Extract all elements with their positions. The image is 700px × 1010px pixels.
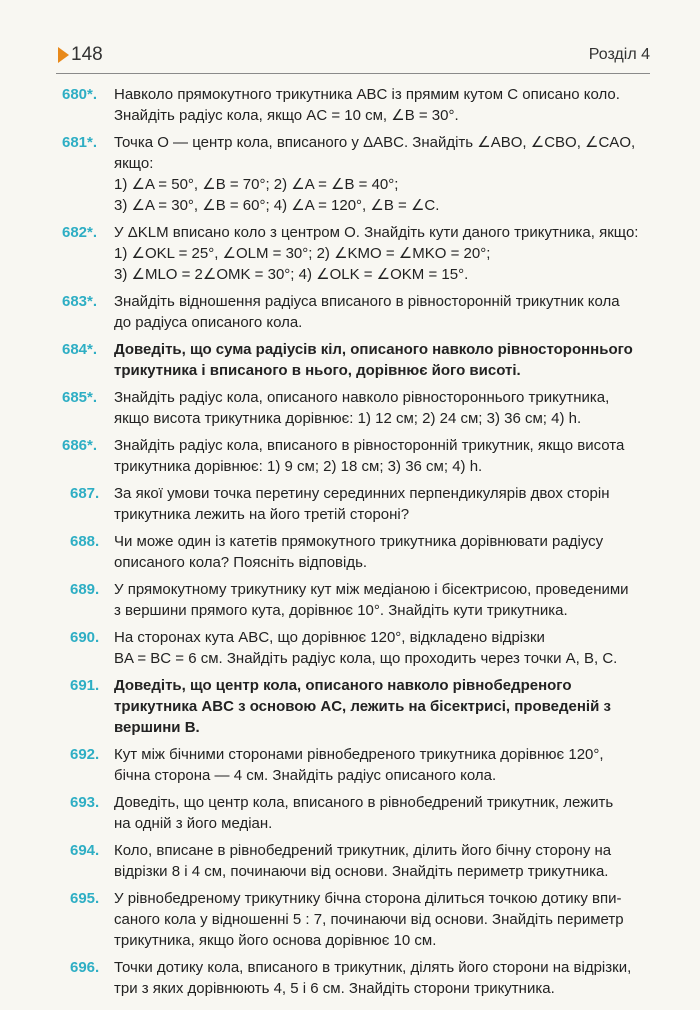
problem-text-line: Кут між бічними сторонами рівнобедреного трикутника дорівнює 120°, [114, 746, 604, 763]
problem-text-line: На сторонах кута ABC, що дорівнює 120°, відкладено відрізки [114, 629, 545, 646]
problem-item [62, 840, 656, 882]
problem-text [114, 840, 656, 882]
problem-text-line: якщо: [114, 155, 154, 172]
page-header [56, 44, 650, 68]
problem-text-line: вершини B. [114, 719, 200, 736]
problem-number: 690. [70, 629, 100, 646]
problem-number: 688. [70, 533, 100, 550]
problem-number: 685*. [62, 389, 98, 406]
problem-text-line: Навколо прямокутного трикутника ABC із прямим кутом C описано коло. [114, 86, 620, 103]
problem-text-line: Доведіть, що центр кола, описаного навколо рівнобедреного [114, 677, 572, 694]
problem-text-line: трикутника ABC з основою AC, лежить на бісектрисі, проведеній з [114, 698, 611, 715]
problem-text [114, 675, 656, 738]
problem-number: 687. [70, 485, 100, 502]
problem-text-line: трикутника, якщо його основа дорівнює 10 см. [114, 932, 437, 949]
problem-text-line: У ΔKLM вписано коло з центром O. Знайдіть кути даного трикутника, якщо: [114, 224, 639, 241]
problem-item [62, 387, 656, 429]
problem-text [114, 387, 656, 429]
problem-text-line: з вершини прямого кута, дорівнює 10°. Знайдіть кути трикутника. [114, 602, 568, 619]
problem-text-line: Точка O — центр кола, вписаного у ΔABC. Знайдіть ∠ABO, ∠CBO, ∠CAO, [114, 134, 636, 151]
problem-text-line: Доведіть, що центр кола, вписаного в рівнобедрений трикутник, лежить [114, 794, 614, 811]
problem-text-line: 3) ∠MLO = 2∠OMK = 30°; 4) ∠OLK = ∠OKM = 15°. [114, 266, 469, 283]
problem-text-line: 1) ∠A = 50°, ∠B = 70°; 2) ∠A = ∠B = 40°; [114, 176, 399, 193]
problem-number: 682*. [62, 224, 98, 241]
problem-text [114, 483, 656, 525]
page-number: 148 [71, 44, 103, 65]
problem-text-line: Знайдіть радіус кола, якщо AC = 10 см, ∠B = 30°. [114, 107, 459, 124]
problem-item [62, 957, 656, 999]
problem-text-line: Знайдіть відношення радіуса вписаного в рівносторонній трикутник кола [114, 293, 620, 310]
problem-text-line: відрізки 8 і 4 см, починаючи від основи. Знайдіть периметр трикутника. [114, 863, 609, 880]
problem-text-line: трикутника і вписаного в нього, дорівнює його висоті. [114, 362, 521, 379]
problem-text-line: Доведіть, що сума радіусів кіл, описаного навколо рівностороннього [114, 341, 633, 358]
problem-item [62, 792, 656, 834]
problem-number: 680*. [62, 86, 98, 103]
problem-number: 681*. [62, 134, 98, 151]
problem-number: 684*. [62, 341, 98, 358]
problem-text-line: до радіуса описаного кола. [114, 314, 303, 331]
problem-text-line: на одній з його медіан. [114, 815, 273, 832]
problem-number: 691. [70, 677, 100, 694]
problem-text-line: трикутника дорівнює: 1) 9 см; 2) 18 см; 3) 36 см; 4) h. [114, 458, 483, 475]
problem-text-line: описаного кола? Поясніть відповідь. [114, 554, 368, 571]
problem-item [62, 888, 656, 951]
problem-number: 694. [70, 842, 100, 859]
problem-text [114, 792, 656, 834]
problem-number: 689. [70, 581, 100, 598]
problem-text [114, 339, 656, 381]
problem-item [62, 291, 656, 333]
problem-number: 695. [70, 890, 100, 907]
problem-number: 693. [70, 794, 100, 811]
problem-text [114, 132, 656, 216]
problem-number: 686*. [62, 437, 98, 454]
problem-text [114, 579, 656, 621]
problem-item [62, 531, 656, 573]
problem-item [62, 222, 656, 285]
section-label: Розділ 4 [588, 46, 650, 63]
problem-text-line: У рівнобедреному трикутнику бічна сторона ділиться точкою дотику впи- [114, 890, 622, 907]
problem-item [62, 84, 656, 126]
problem-text-line: Знайдіть радіус кола, описаного навколо рівностороннього трикутника, [114, 389, 610, 406]
problem-text-line: Коло, вписане в рівнобедрений трикутник, ділить його бічну сторону на [114, 842, 612, 859]
problem-text-line: трикутника лежить на його третій стороні? [114, 506, 410, 523]
problem-item [62, 675, 656, 738]
problem-item [62, 132, 656, 216]
problem-item [62, 579, 656, 621]
problem-item [62, 744, 656, 786]
problem-text [114, 957, 656, 999]
problem-text-line: Чи може один із катетів прямокутного трикутника дорівнювати радіусу [114, 533, 604, 550]
problem-text-line: бічна сторона — 4 см. Знайдіть радіус описаного кола. [114, 767, 497, 784]
problem-text-line: У прямокутному трикутнику кут між медіаною і бісектрисою, проведеними [114, 581, 629, 598]
problem-item [62, 483, 656, 525]
problem-number: 692. [70, 746, 100, 763]
problem-list [62, 84, 656, 1005]
triangle-marker-icon [58, 47, 69, 63]
problem-text [114, 744, 656, 786]
problem-text [114, 222, 656, 285]
problem-number: 696. [70, 959, 100, 976]
problem-text [114, 435, 656, 477]
problem-text [114, 531, 656, 573]
problem-text-line: BA = BC = 6 см. Знайдіть радіус кола, що проходить через точки A, B, C. [114, 650, 618, 667]
problem-item [62, 339, 656, 381]
problem-number: 683*. [62, 293, 98, 310]
problem-text-line: 1) ∠OKL = 25°, ∠OLM = 30°; 2) ∠KMO = ∠MKO = 20°; [114, 245, 491, 262]
problem-text [114, 888, 656, 951]
header-divider [56, 73, 650, 74]
problem-text-line: Точки дотику кола, вписаного в трикутник, ділять його сторони на відрізки, [114, 959, 632, 976]
problem-text-line: саного кола у відношенні 5 : 7, починаючи від основи. Знайдіть периметр [114, 911, 624, 928]
problem-text [114, 84, 656, 126]
problem-item [62, 435, 656, 477]
problem-text [114, 627, 656, 669]
problem-text-line: 3) ∠A = 30°, ∠B = 60°; 4) ∠A = 120°, ∠B = ∠C. [114, 197, 440, 214]
problem-text-line: три з яких дорівнюють 4, 5 і 6 см. Знайдіть сторони трикутника. [114, 980, 555, 997]
problem-text [114, 291, 656, 333]
problem-item [62, 627, 656, 669]
problem-text-line: якщо висота трикутника дорівнює: 1) 12 см; 2) 24 см; 3) 36 см; 4) h. [114, 410, 582, 427]
problem-text-line: Знайдіть радіус кола, вписаного в рівносторонній трикутник, якщо висота [114, 437, 625, 454]
problem-text-line: За якої умови точка перетину серединних перпендикулярів двох сторін [114, 485, 610, 502]
